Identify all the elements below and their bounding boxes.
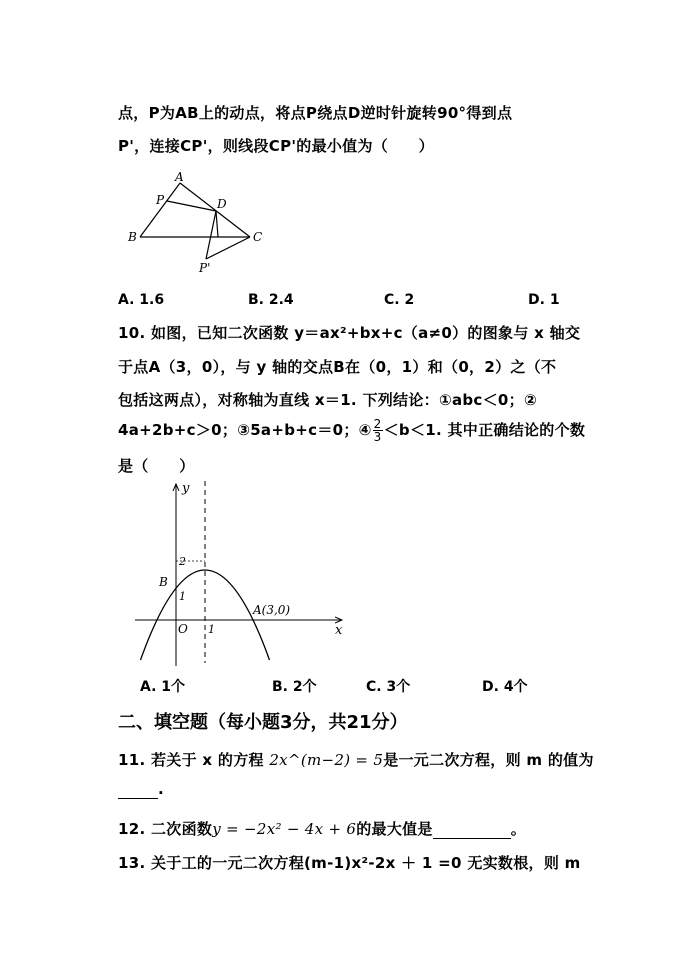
q10-line-1: 10. 如图，已知二次函数 y＝ax²+bx+c（a≠0）的图象与 x 轴交 xyxy=(118,324,581,342)
q10-line-2: 于点A（3，0），与 y 轴的交点B在（0，1）和（0，2）之（不 xyxy=(118,358,557,376)
q11-answer-blank[interactable] xyxy=(118,780,158,799)
label-B: B xyxy=(159,575,168,589)
q13-line: 13. 关于工的一元二次方程(m-1)x²-2x ＋ 1 =0 无实数根，则 m xyxy=(118,854,581,872)
q12-line xyxy=(118,818,526,839)
q11-prefix: 11. 若关于 x 的方程 xyxy=(118,751,270,769)
q10-line-5: 是（ ） xyxy=(118,457,195,475)
q12-prefix: 12. 二次函数 xyxy=(118,820,213,838)
q9-option-c: C. 2 xyxy=(384,292,415,308)
label-B: B xyxy=(128,230,137,244)
label-P-prime: P' xyxy=(199,261,211,275)
q9-option-b: B. 2.4 xyxy=(248,292,294,308)
q10-option-b: B. 2个 xyxy=(272,679,317,695)
label-O: O xyxy=(178,622,188,636)
tick-label-1-x: 1 xyxy=(208,623,215,636)
label-x: x xyxy=(335,623,343,638)
q12-equation: y = −2x² − 4x + 6 xyxy=(212,820,357,838)
q9-geometry-figure xyxy=(120,170,280,280)
q11-suffix: 是一元二次方程，则 m 的值为 xyxy=(383,751,594,769)
q10-parabola-graph xyxy=(130,478,355,668)
q10-line-4-start: 4a+2b+c＞0；③5a+b+c＝0；④ xyxy=(118,421,372,439)
segment-D-foot xyxy=(216,211,218,237)
segment-PD xyxy=(167,201,216,211)
q10-option-d: D. 4个 xyxy=(482,679,528,695)
q10-option-a: A. 1个 xyxy=(140,679,186,695)
section-heading: 二、填空题（每小题3分，共21分） xyxy=(118,712,408,733)
label-C: C xyxy=(253,230,263,244)
q9-line-2: P'，连接CP'，则线段CP'的最小值为（ ） xyxy=(118,137,434,155)
q9-option-a: A. 1.6 xyxy=(118,292,165,308)
label-y: y xyxy=(182,481,190,496)
q11-line xyxy=(118,749,594,770)
q9-line-1: 点，P为AB上的动点，将点P绕点D逆时针旋转90°得到点 xyxy=(118,104,513,122)
label-A: A(3,0) xyxy=(253,603,291,617)
q11-equation: 2x^(m−2) = 5 xyxy=(269,751,384,769)
q12-end: 。 xyxy=(510,820,527,838)
q12-suffix: 的最大值是 xyxy=(356,820,433,838)
q10-line-3: 包括这两点），对称轴为直线 x＝1. 下列结论：①abc＜0；② xyxy=(118,391,537,409)
fraction-two-thirds: $\frac{2}{3}$ xyxy=(373,417,382,444)
q10-option-c: C. 3个 xyxy=(366,679,411,695)
tick-label-2: 2 xyxy=(179,555,186,568)
segment-AB xyxy=(140,183,180,237)
q12-answer-blank[interactable] xyxy=(433,820,511,839)
segment-AC xyxy=(180,183,250,237)
q11-answer-line xyxy=(118,780,164,799)
q10-line-4-end: ＜b＜1. 其中正确结论的个数 xyxy=(383,421,586,439)
segment-DPp xyxy=(206,211,216,259)
q11-end: . xyxy=(158,780,164,798)
tick-label-1-y: 1 xyxy=(179,590,186,603)
label-P: P xyxy=(156,193,165,207)
q9-option-d: D. 1 xyxy=(528,292,560,308)
label-A: A xyxy=(175,170,184,184)
label-D: D xyxy=(217,197,227,211)
segment-PpC xyxy=(206,237,250,259)
q10-line-4 xyxy=(118,418,585,443)
